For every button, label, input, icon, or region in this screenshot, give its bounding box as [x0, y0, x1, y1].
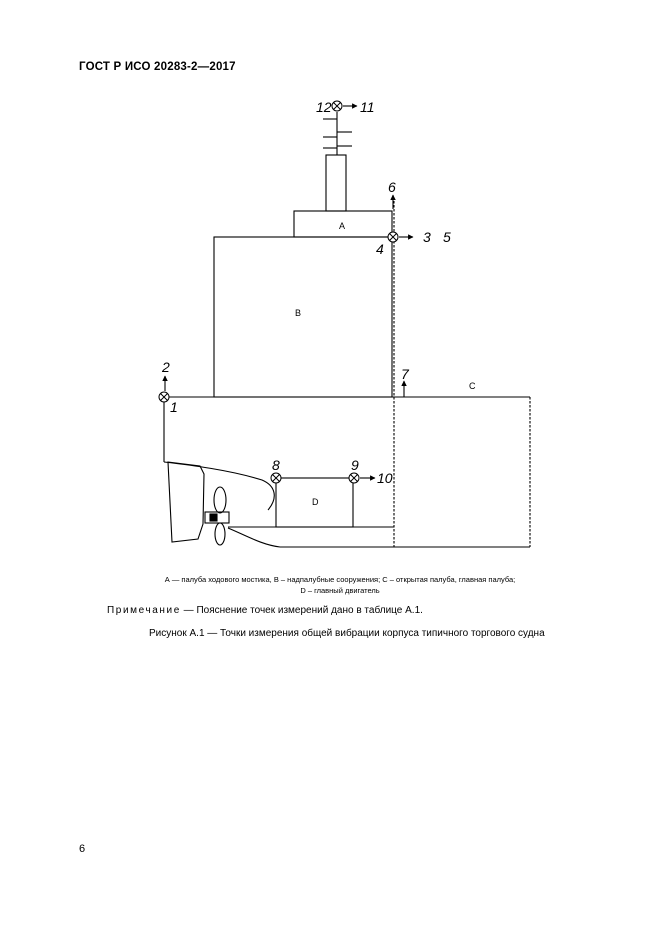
- point-label-12: 12: [316, 99, 332, 115]
- point-label-5: 5: [443, 229, 451, 245]
- measurement-point-4: [388, 232, 398, 242]
- aft-bottom-curve: [228, 528, 280, 547]
- point-label-2: 2: [162, 359, 170, 375]
- point-label-1: 1: [170, 399, 178, 415]
- note-label: Примечание: [107, 605, 181, 616]
- point-label-6: 6: [388, 179, 396, 195]
- figure-caption: Рисунок А.1 — Точки измерения общей вибрации корпуса типичного торгового судна: [149, 628, 545, 639]
- point-label-8: 8: [272, 457, 280, 473]
- measurement-point-12: [332, 101, 342, 111]
- area-label-c: C: [469, 381, 476, 391]
- point-label-7: 7: [401, 366, 409, 382]
- rudder: [168, 462, 204, 542]
- legend-line-2: D – главный двигатель: [300, 586, 380, 595]
- funnel: [326, 155, 346, 211]
- area-label-b: B: [295, 308, 302, 318]
- point-label-3: 3: [423, 229, 431, 245]
- note: [107, 605, 423, 616]
- point-label-9: 9: [351, 457, 359, 473]
- area-label-a: A: [339, 221, 346, 231]
- stern-hull-curve: [164, 462, 274, 510]
- superstructure-box: [214, 237, 392, 397]
- point-label-11: 11: [360, 99, 375, 115]
- measurement-point-9: [349, 473, 359, 483]
- area-label-d: D: [312, 497, 319, 507]
- point-label-4: 4: [376, 241, 384, 257]
- point-label-10: 10: [377, 470, 393, 486]
- figure-legend: [80, 574, 600, 596]
- document-header: ГОСТ Р ИСО 20283-2—2017: [79, 61, 236, 73]
- measurement-point-1: [159, 392, 169, 402]
- note-text: — Пояснение точек измерений дано в таблице А.1.: [180, 605, 423, 616]
- propeller-boss: [210, 514, 217, 521]
- page-number: 6: [79, 843, 86, 855]
- propeller-blade-lower: [215, 523, 225, 545]
- legend-line-1: А — палуба ходового мостика, В – надпалубные сооружения; С – открытая палуба, главная палуба;: [164, 575, 516, 584]
- propeller-blade-upper: [214, 487, 226, 513]
- measurement-point-8: [271, 473, 281, 483]
